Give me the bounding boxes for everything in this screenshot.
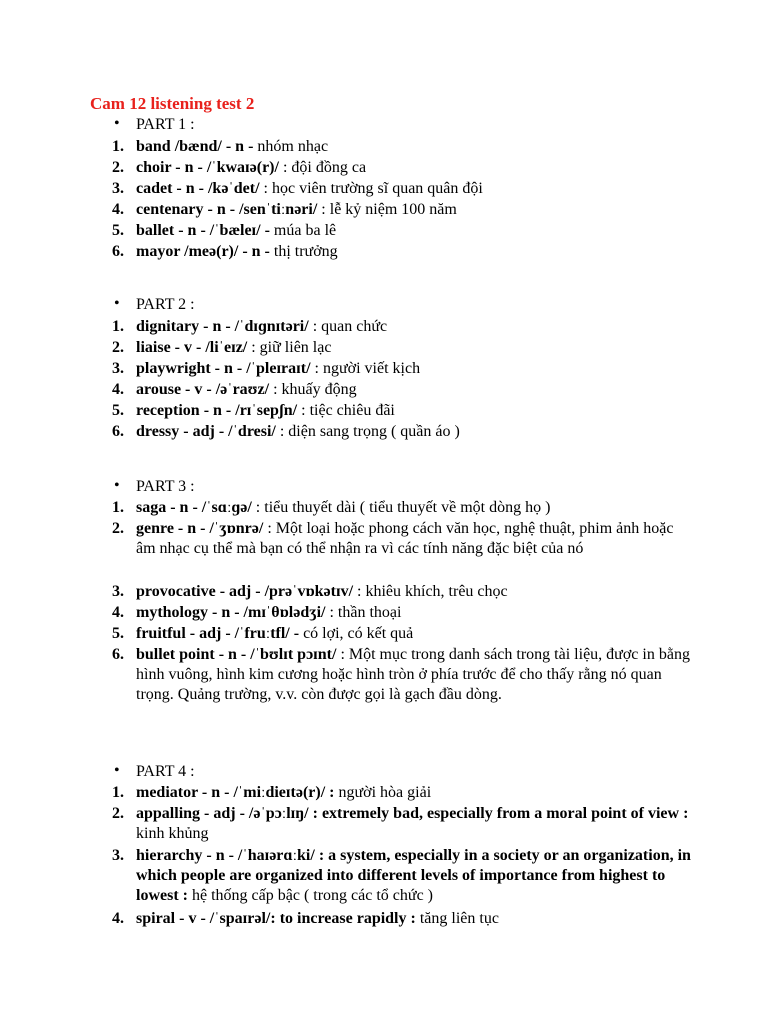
document-title: Cam 12 listening test 2 — [90, 94, 255, 113]
item-text — [136, 422, 696, 442]
item-definition: : người viết kịch — [310, 360, 421, 377]
item-term: appalling - adj - /əˈpɔːlɪŋ/ : extremely bad, especially from a moral point of view : — [136, 805, 689, 822]
item-definition: : khuấy động — [269, 381, 357, 398]
item-definition: múa ba lê — [269, 222, 337, 239]
item-text — [136, 603, 696, 623]
item-definition: : tiệc chiêu đãi — [297, 402, 395, 419]
item-text — [136, 137, 696, 157]
item-text — [136, 242, 696, 262]
item-term: ballet - n - /ˈbæleɪ/ - — [136, 222, 270, 239]
item-number: 6. — [112, 243, 124, 260]
item-number: 4. — [112, 201, 124, 218]
item-term: mediator - n - /ˈmiːdieɪtə(r)/ : — [136, 784, 335, 801]
item-text — [136, 179, 696, 199]
item-number: 3. — [112, 180, 124, 197]
item-definition: : tiểu thuyết dài ( tiểu thuyết về một dòng họ ) — [251, 499, 551, 516]
item-text — [136, 909, 696, 929]
item-definition: : học viên trường sĩ quan quân đội — [259, 180, 483, 197]
item-number: 5. — [112, 402, 124, 419]
item-text — [136, 783, 696, 803]
item-number: 6. — [112, 646, 124, 663]
item-definition: người hòa giải — [334, 784, 432, 801]
part-label: PART 1 : — [136, 116, 195, 133]
item-number: 4. — [112, 381, 124, 398]
bullet-icon: • — [114, 295, 120, 312]
item-text — [136, 200, 696, 220]
item-text — [136, 380, 696, 400]
item-term: mythology - n - /mɪˈθɒlədʒi/ — [136, 604, 326, 621]
item-term: cadet - n - /kəˈdet/ — [136, 180, 260, 197]
item-term: saga - n - /ˈsɑːɡə/ — [136, 499, 252, 516]
item-number: 2. — [112, 805, 124, 822]
item-number: 3. — [112, 847, 124, 864]
item-term: provocative - adj - /prəˈvɒkətɪv/ — [136, 583, 354, 600]
part-label: PART 2 : — [136, 296, 195, 313]
item-definition: nhóm nhạc — [253, 138, 329, 155]
item-term: bullet point - n - /ˈbʊlɪt pɔɪnt/ — [136, 646, 337, 663]
item-number: 2. — [112, 159, 124, 176]
item-definition: tăng liên tục — [415, 910, 499, 927]
item-term: dignitary - n - /ˈdɪɡnɪtəri/ — [136, 318, 309, 335]
item-text — [136, 582, 696, 602]
item-text — [136, 846, 696, 906]
item-number: 5. — [112, 625, 124, 642]
item-number: 6. — [112, 423, 124, 440]
item-term: mayor /meə(r)/ - n - — [136, 243, 270, 260]
item-definition: : khiêu khích, trêu chọc — [353, 583, 508, 600]
item-term: spiral - v - /ˈspaɪrəl/: to increase rapidly : — [136, 910, 416, 927]
item-term: choir - n - /ˈkwaɪə(r)/ — [136, 159, 279, 176]
item-text — [136, 645, 696, 705]
item-term: band /bænd/ - n - — [136, 138, 254, 155]
item-definition: thị trưởng — [269, 243, 338, 260]
item-definition: có lợi, có kết quả — [299, 625, 414, 642]
item-number: 4. — [112, 910, 124, 927]
item-text — [136, 359, 696, 379]
item-text — [136, 401, 696, 421]
item-term: centenary - n - /senˈtiːnəri/ — [136, 201, 318, 218]
item-text — [136, 519, 696, 559]
item-definition: : lễ kỷ niệm 100 năm — [317, 201, 457, 218]
item-number: 3. — [112, 360, 124, 377]
item-definition: : đội đồng ca — [278, 159, 367, 176]
item-definition: : giữ liên lạc — [247, 339, 332, 356]
item-text — [136, 804, 696, 844]
item-term: reception - n - /rɪˈsepʃn/ — [136, 402, 298, 419]
item-number: 2. — [112, 339, 124, 356]
item-term: dressy - adj - /ˈdresi/ — [136, 423, 276, 440]
item-number: 2. — [112, 520, 124, 537]
item-number: 1. — [112, 138, 124, 155]
item-definition: : diện sang trọng ( quần áo ) — [275, 423, 460, 440]
item-term: arouse - v - /əˈraʊz/ — [136, 381, 270, 398]
part-label: PART 4 : — [136, 763, 195, 780]
item-text — [136, 624, 696, 644]
item-definition: hệ thống cấp bậc ( trong các tổ chức ) — [187, 887, 433, 904]
item-definition: : Một mục trong danh sách trong tài liệu, được in bằng hình vuông, hình kim cương hoặc hình tròn ở phía trước để cho thấy rằng nó quan trọng. Quảng trường, v.v. còn được gọi là gạch đầu dòng. — [136, 646, 690, 703]
item-text — [136, 498, 696, 518]
item-text — [136, 338, 696, 358]
item-definition: : Một loại hoặc phong cách văn học, nghệ thuật, phim ảnh hoặc âm nhạc cụ thể mà bạn có thể nhận ra vì các tính năng đặc biệt của nó — [136, 520, 674, 557]
item-definition: : quan chức — [308, 318, 388, 335]
item-definition: kinh khủng — [136, 825, 209, 842]
item-term: liaise - v - /liˈeɪz/ — [136, 339, 248, 356]
item-number: 3. — [112, 583, 124, 600]
item-term: fruitful - adj - /ˈfruːtfl/ - — [136, 625, 300, 642]
item-term: genre - n - /ˈʒɒnrə/ — [136, 520, 264, 537]
item-term: playwright - n - /ˈpleɪraɪt/ — [136, 360, 311, 377]
part-label: PART 3 : — [136, 478, 195, 495]
bullet-icon: • — [114, 762, 120, 779]
item-term: hierarchy - n - /ˈhaɪərɑːki/ : a system, especially in a society or an organization, in which people are organized into different levels of importance from highest to lowest : — [136, 847, 691, 904]
bullet-icon: • — [114, 477, 120, 494]
item-number: 1. — [112, 784, 124, 801]
item-text — [136, 158, 696, 178]
bullet-icon: • — [114, 115, 120, 132]
item-number: 5. — [112, 222, 124, 239]
item-text — [136, 317, 696, 337]
item-text — [136, 221, 696, 241]
item-number: 1. — [112, 499, 124, 516]
item-number: 1. — [112, 318, 124, 335]
item-definition: : thần thoại — [325, 604, 402, 621]
item-number: 4. — [112, 604, 124, 621]
